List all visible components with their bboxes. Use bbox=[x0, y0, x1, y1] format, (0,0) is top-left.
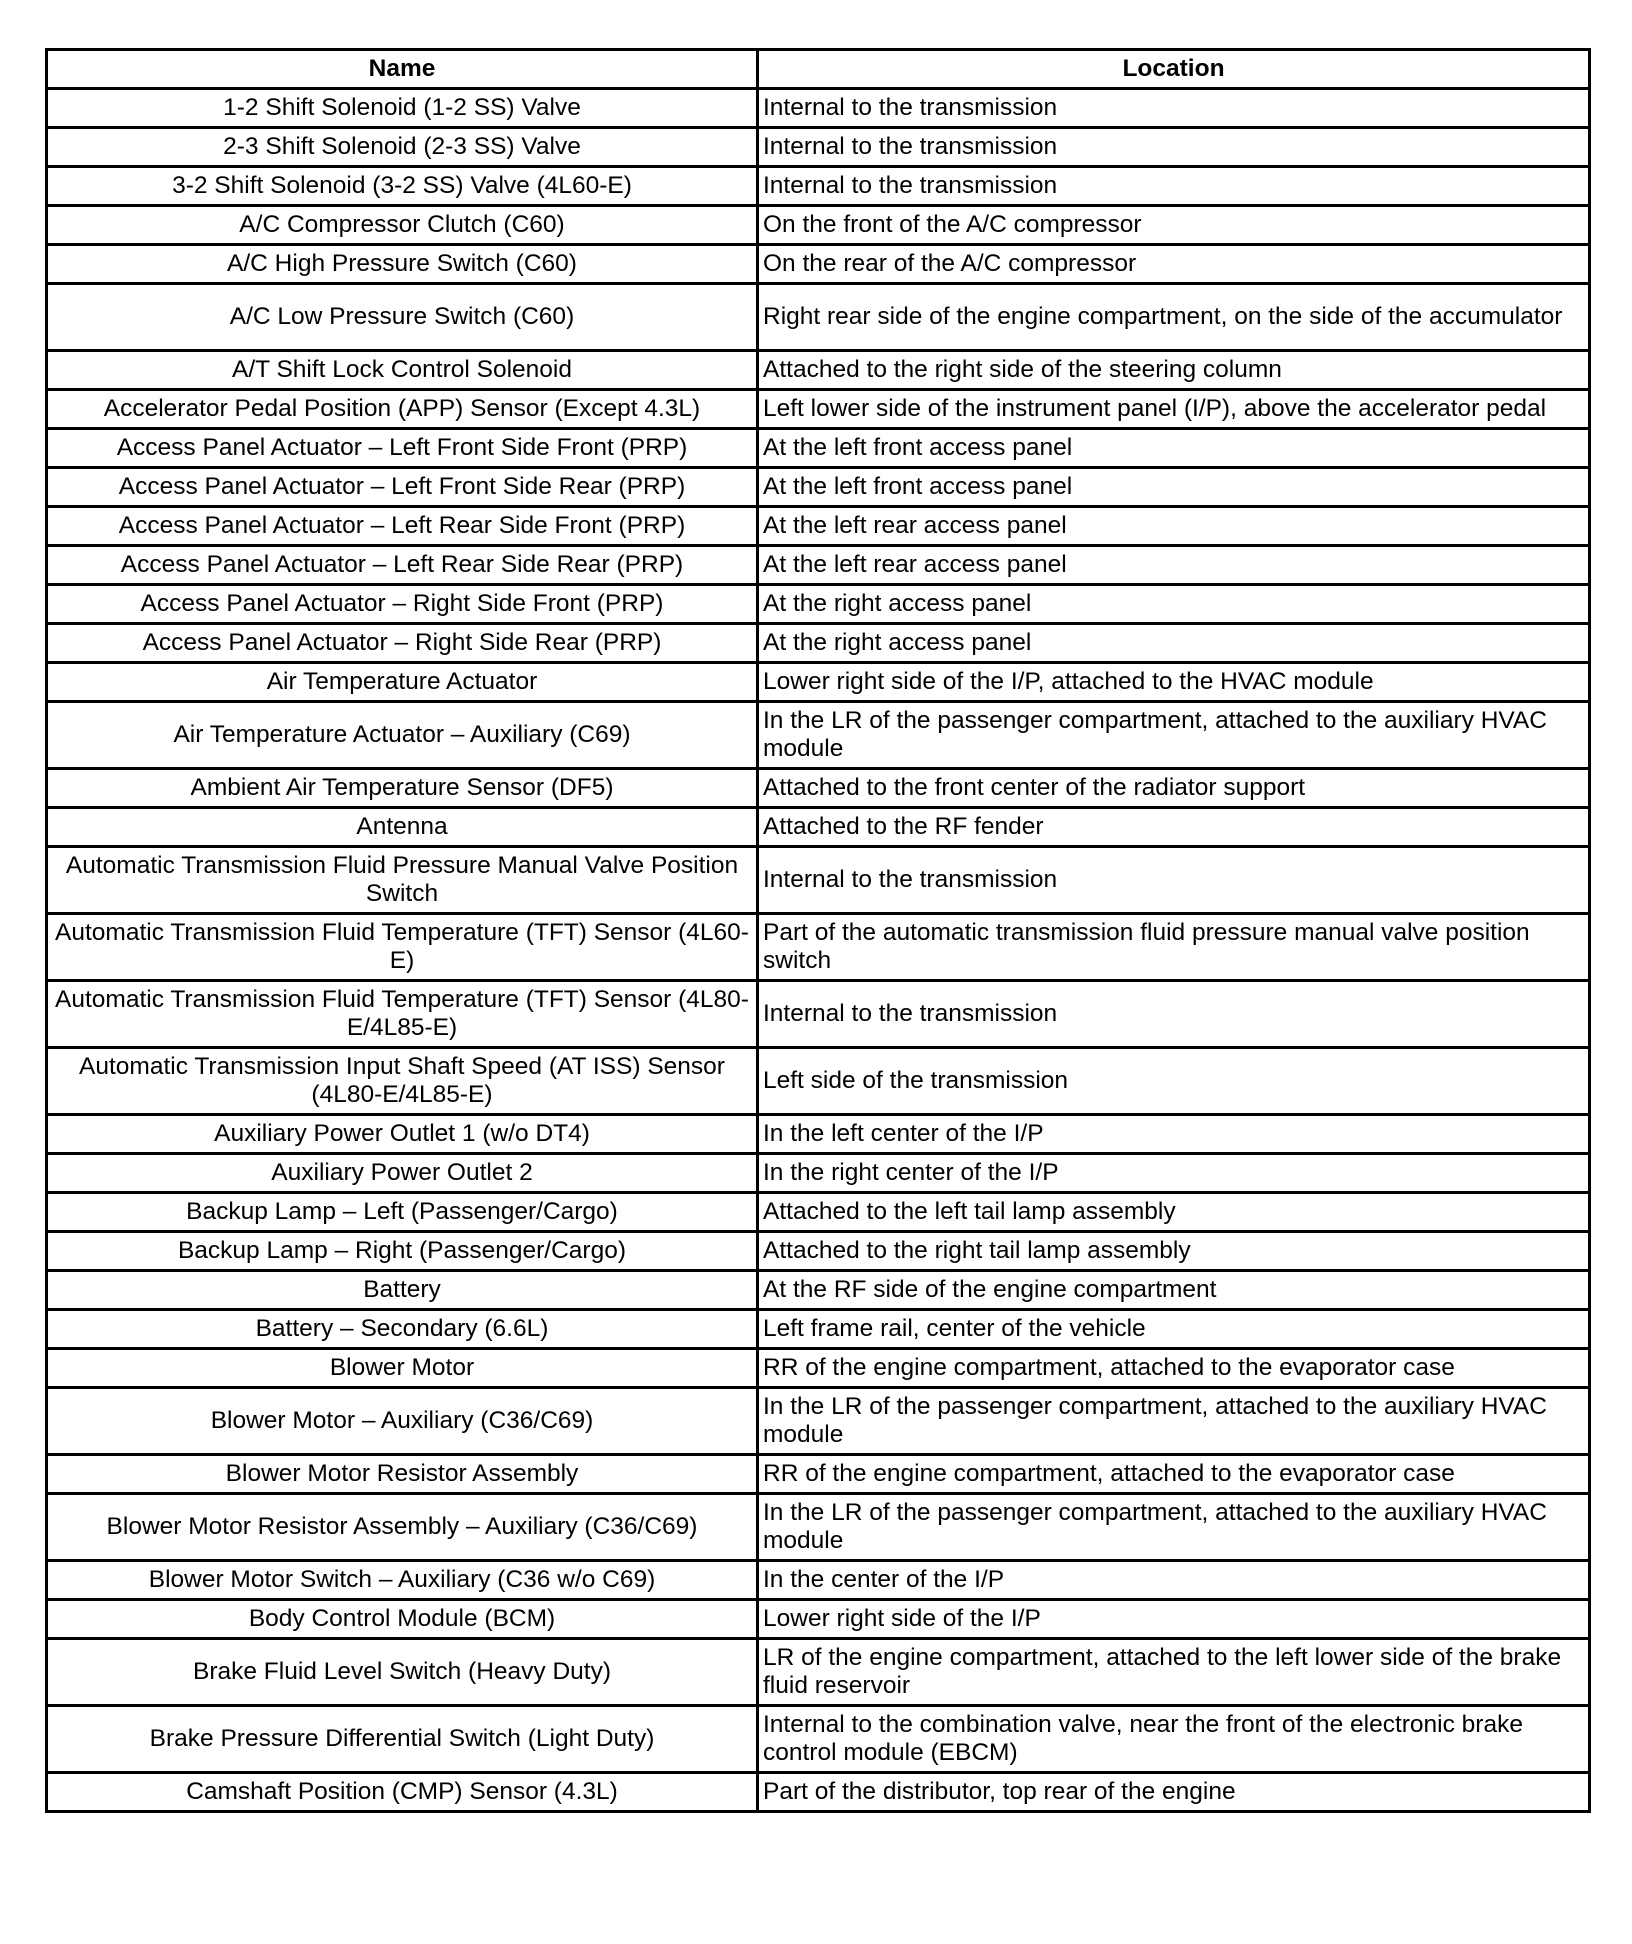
table-row bbox=[47, 1349, 1590, 1388]
cell-name: Access Panel Actuator – Right Side Rear (PRP) bbox=[47, 624, 758, 663]
cell-name: Blower Motor – Auxiliary (C36/C69) bbox=[47, 1388, 758, 1455]
table-row bbox=[47, 546, 1590, 585]
cell-name: A/T Shift Lock Control Solenoid bbox=[47, 351, 758, 390]
cell-location: Lower right side of the I/P bbox=[758, 1600, 1590, 1639]
cell-location: At the right access panel bbox=[758, 585, 1590, 624]
cell-location: At the left rear access panel bbox=[758, 507, 1590, 546]
cell-location: On the rear of the A/C compressor bbox=[758, 245, 1590, 284]
table-row bbox=[47, 1494, 1590, 1561]
cell-location: At the right access panel bbox=[758, 624, 1590, 663]
table-row bbox=[47, 507, 1590, 546]
table-row bbox=[47, 245, 1590, 284]
cell-location: Left side of the transmission bbox=[758, 1048, 1590, 1115]
cell-location: Left frame rail, center of the vehicle bbox=[758, 1310, 1590, 1349]
table-row bbox=[47, 1232, 1590, 1271]
cell-name: Blower Motor Resistor Assembly bbox=[47, 1455, 758, 1494]
table-row bbox=[47, 1310, 1590, 1349]
cell-name: Access Panel Actuator – Left Front Side Rear (PRP) bbox=[47, 468, 758, 507]
cell-location: Part of the automatic transmission fluid pressure manual valve position switch bbox=[758, 914, 1590, 981]
cell-name: Ambient Air Temperature Sensor (DF5) bbox=[47, 769, 758, 808]
table-row bbox=[47, 1455, 1590, 1494]
column-header-location: Location bbox=[758, 50, 1590, 89]
table-row bbox=[47, 1193, 1590, 1232]
cell-name: Blower Motor Switch – Auxiliary (C36 w/o C69) bbox=[47, 1561, 758, 1600]
table-row bbox=[47, 808, 1590, 847]
table-body bbox=[47, 89, 1590, 1812]
table-row bbox=[47, 390, 1590, 429]
cell-location: Internal to the transmission bbox=[758, 167, 1590, 206]
cell-name: Access Panel Actuator – Left Front Side Front (PRP) bbox=[47, 429, 758, 468]
cell-name: Backup Lamp – Left (Passenger/Cargo) bbox=[47, 1193, 758, 1232]
cell-location: At the left front access panel bbox=[758, 468, 1590, 507]
table-row bbox=[47, 128, 1590, 167]
cell-location: Attached to the right tail lamp assembly bbox=[758, 1232, 1590, 1271]
cell-name: A/C High Pressure Switch (C60) bbox=[47, 245, 758, 284]
table-row bbox=[47, 1706, 1590, 1773]
cell-name: 3-2 Shift Solenoid (3-2 SS) Valve (4L60-E) bbox=[47, 167, 758, 206]
cell-location: Attached to the right side of the steering column bbox=[758, 351, 1590, 390]
cell-name: 2-3 Shift Solenoid (2-3 SS) Valve bbox=[47, 128, 758, 167]
cell-location: In the LR of the passenger compartment, attached to the auxiliary HVAC module bbox=[758, 1494, 1590, 1561]
cell-name: Auxiliary Power Outlet 1 (w/o DT4) bbox=[47, 1115, 758, 1154]
cell-name: Automatic Transmission Fluid Pressure Manual Valve Position Switch bbox=[47, 847, 758, 914]
cell-name: Body Control Module (BCM) bbox=[47, 1600, 758, 1639]
cell-location: Lower right side of the I/P, attached to the HVAC module bbox=[758, 663, 1590, 702]
table-row bbox=[47, 1271, 1590, 1310]
cell-name: A/C Low Pressure Switch (C60) bbox=[47, 284, 758, 351]
table-row bbox=[47, 1154, 1590, 1193]
cell-name: Battery – Secondary (6.6L) bbox=[47, 1310, 758, 1349]
cell-name: Automatic Transmission Fluid Temperature (TFT) Sensor (4L60-E) bbox=[47, 914, 758, 981]
cell-name: Air Temperature Actuator bbox=[47, 663, 758, 702]
column-header-name: Name bbox=[47, 50, 758, 89]
table-row bbox=[47, 585, 1590, 624]
table-row bbox=[47, 351, 1590, 390]
cell-location: On the front of the A/C compressor bbox=[758, 206, 1590, 245]
table-row bbox=[47, 981, 1590, 1048]
cell-location: Attached to the left tail lamp assembly bbox=[758, 1193, 1590, 1232]
cell-location: RR of the engine compartment, attached to the evaporator case bbox=[758, 1349, 1590, 1388]
cell-name: Blower Motor Resistor Assembly – Auxiliary (C36/C69) bbox=[47, 1494, 758, 1561]
component-location-table bbox=[45, 48, 1591, 1813]
cell-location: In the LR of the passenger compartment, attached to the auxiliary HVAC module bbox=[758, 702, 1590, 769]
cell-location: In the LR of the passenger compartment, attached to the auxiliary HVAC module bbox=[758, 1388, 1590, 1455]
cell-location: Attached to the front center of the radiator support bbox=[758, 769, 1590, 808]
table-row bbox=[47, 1773, 1590, 1812]
cell-name: Blower Motor bbox=[47, 1349, 758, 1388]
cell-location: LR of the engine compartment, attached to the left lower side of the brake fluid reservoir bbox=[758, 1639, 1590, 1706]
cell-location: Right rear side of the engine compartment, on the side of the accumulator bbox=[758, 284, 1590, 351]
cell-name: Access Panel Actuator – Left Rear Side Rear (PRP) bbox=[47, 546, 758, 585]
cell-location: At the RF side of the engine compartment bbox=[758, 1271, 1590, 1310]
table-row bbox=[47, 1388, 1590, 1455]
cell-name: Brake Pressure Differential Switch (Light Duty) bbox=[47, 1706, 758, 1773]
cell-location: Attached to the RF fender bbox=[758, 808, 1590, 847]
cell-location: In the left center of the I/P bbox=[758, 1115, 1590, 1154]
cell-location: Part of the distributor, top rear of the engine bbox=[758, 1773, 1590, 1812]
cell-name: Air Temperature Actuator – Auxiliary (C69) bbox=[47, 702, 758, 769]
cell-name: Battery bbox=[47, 1271, 758, 1310]
table-row bbox=[47, 1561, 1590, 1600]
cell-location: At the left front access panel bbox=[758, 429, 1590, 468]
table-row bbox=[47, 1639, 1590, 1706]
cell-name: Access Panel Actuator – Left Rear Side Front (PRP) bbox=[47, 507, 758, 546]
table-row bbox=[47, 1600, 1590, 1639]
table-row bbox=[47, 89, 1590, 128]
table-row bbox=[47, 847, 1590, 914]
table-row bbox=[47, 769, 1590, 808]
cell-name: Backup Lamp – Right (Passenger/Cargo) bbox=[47, 1232, 758, 1271]
cell-name: Auxiliary Power Outlet 2 bbox=[47, 1154, 758, 1193]
cell-name: Accelerator Pedal Position (APP) Sensor (Except 4.3L) bbox=[47, 390, 758, 429]
cell-location: At the left rear access panel bbox=[758, 546, 1590, 585]
table-row bbox=[47, 284, 1590, 351]
table-row bbox=[47, 663, 1590, 702]
cell-name: Automatic Transmission Input Shaft Speed (AT ISS) Sensor (4L80-E/4L85-E) bbox=[47, 1048, 758, 1115]
table-row bbox=[47, 429, 1590, 468]
table-row bbox=[47, 167, 1590, 206]
cell-name: Camshaft Position (CMP) Sensor (4.3L) bbox=[47, 1773, 758, 1812]
table-row bbox=[47, 624, 1590, 663]
cell-location: Internal to the transmission bbox=[758, 847, 1590, 914]
cell-location: Internal to the transmission bbox=[758, 981, 1590, 1048]
header-row bbox=[47, 50, 1590, 89]
cell-name: 1-2 Shift Solenoid (1-2 SS) Valve bbox=[47, 89, 758, 128]
cell-location: Internal to the transmission bbox=[758, 89, 1590, 128]
table-row bbox=[47, 1048, 1590, 1115]
cell-location: Internal to the transmission bbox=[758, 128, 1590, 167]
table-row bbox=[47, 702, 1590, 769]
cell-location: In the center of the I/P bbox=[758, 1561, 1590, 1600]
cell-name: Automatic Transmission Fluid Temperature (TFT) Sensor (4L80-E/4L85-E) bbox=[47, 981, 758, 1048]
cell-name: Brake Fluid Level Switch (Heavy Duty) bbox=[47, 1639, 758, 1706]
cell-location: In the right center of the I/P bbox=[758, 1154, 1590, 1193]
table-row bbox=[47, 206, 1590, 245]
cell-name: Access Panel Actuator – Right Side Front (PRP) bbox=[47, 585, 758, 624]
cell-location: Left lower side of the instrument panel (I/P), above the accelerator pedal bbox=[758, 390, 1590, 429]
table-row bbox=[47, 914, 1590, 981]
cell-name: Antenna bbox=[47, 808, 758, 847]
table-row bbox=[47, 1115, 1590, 1154]
cell-location: Internal to the combination valve, near the front of the electronic brake control module (EBCM) bbox=[758, 1706, 1590, 1773]
cell-name: A/C Compressor Clutch (C60) bbox=[47, 206, 758, 245]
cell-location: RR of the engine compartment, attached to the evaporator case bbox=[758, 1455, 1590, 1494]
table-row bbox=[47, 468, 1590, 507]
